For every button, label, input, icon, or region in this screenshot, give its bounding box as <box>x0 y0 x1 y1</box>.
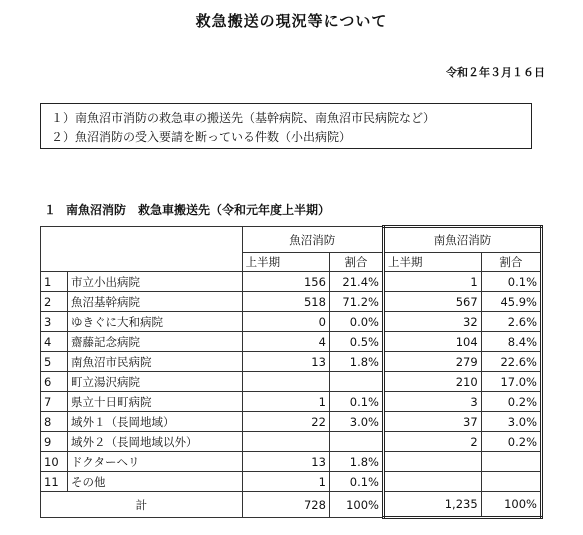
uonuma-count: 1 <box>242 472 329 492</box>
uonuma-count <box>242 372 329 392</box>
minamiuonuma-ratio: 0.2% <box>481 432 541 452</box>
uonuma-count: 1 <box>242 392 329 412</box>
uonuma-count: 0 <box>242 312 329 332</box>
minamiuonuma-count: 104 <box>383 332 481 352</box>
transport-table <box>40 225 543 519</box>
minamiuonuma-ratio: 2.6% <box>481 312 541 332</box>
minamiuonuma-ratio <box>481 472 541 492</box>
summary-item-1: １）南魚沼市消防の救急車の搬送先（基幹病院、南魚沼市民病院など） <box>51 111 436 125</box>
header-a-ratio: 割合 <box>329 253 383 272</box>
uonuma-count: 13 <box>242 352 329 372</box>
minamiuonuma-count <box>383 452 481 472</box>
minamiuonuma-count: 2 <box>383 432 481 452</box>
hospital-name: 町立湯沢病院 <box>68 372 243 392</box>
minamiuonuma-ratio: 45.9% <box>481 292 541 312</box>
minamiuonuma-ratio: 0.2% <box>481 392 541 412</box>
minamiuonuma-count: 210 <box>383 372 481 392</box>
row-number: 1 <box>41 272 68 292</box>
uonuma-count: 22 <box>242 412 329 432</box>
header-group-minamiuonuma: 南魚沼消防 <box>383 227 541 253</box>
minamiuonuma-count: 1 <box>383 272 481 292</box>
uonuma-count: 4 <box>242 332 329 352</box>
header-b-ratio: 割合 <box>481 253 541 272</box>
uonuma-count <box>242 432 329 452</box>
minamiuonuma-count <box>383 472 481 492</box>
minamiuonuma-ratio <box>481 452 541 472</box>
page-title: 救急搬送の現況等について <box>195 12 388 30</box>
table-row <box>41 272 542 292</box>
minamiuonuma-ratio: 17.0% <box>481 372 541 392</box>
uonuma-ratio <box>329 372 383 392</box>
header-b-first-half: 上半期 <box>383 253 481 272</box>
minamiuonuma-ratio: 8.4% <box>481 332 541 352</box>
header-group-uonuma: 魚沼消防 <box>242 227 383 253</box>
table-row <box>41 372 542 392</box>
header-a-first-half: 上半期 <box>242 253 329 272</box>
section-number: １ <box>44 203 57 217</box>
document-date: 令和２年３月１６日 <box>446 66 545 79</box>
section-heading <box>44 201 330 218</box>
uonuma-ratio: 0.1% <box>329 472 383 492</box>
row-number: 3 <box>41 312 68 332</box>
hospital-name: 魚沼基幹病院 <box>68 292 243 312</box>
table-row <box>41 392 542 412</box>
row-number: 6 <box>41 372 68 392</box>
minamiuonuma-ratio: 0.1% <box>481 272 541 292</box>
hospital-name: その他 <box>68 472 243 492</box>
uonuma-ratio: 21.4% <box>329 272 383 292</box>
total-uonuma-ratio: 100% <box>329 492 383 518</box>
uonuma-ratio: 3.0% <box>329 412 383 432</box>
section-title: 南魚沼消防 救急車搬送先（令和元年度上半期） <box>66 203 331 217</box>
table-row <box>41 452 542 472</box>
total-row <box>41 492 542 518</box>
row-number: 4 <box>41 332 68 352</box>
uonuma-ratio: 0.1% <box>329 392 383 412</box>
minamiuonuma-ratio: 3.0% <box>481 412 541 432</box>
uonuma-ratio <box>329 432 383 452</box>
minamiuonuma-count: 567 <box>383 292 481 312</box>
uonuma-ratio: 1.8% <box>329 452 383 472</box>
hospital-name: 齋藤記念病院 <box>68 332 243 352</box>
row-number: 8 <box>41 412 68 432</box>
summary-box <box>40 103 532 149</box>
table-row <box>41 412 542 432</box>
uonuma-ratio: 0.0% <box>329 312 383 332</box>
row-number: 9 <box>41 432 68 452</box>
hospital-name: 県立十日町病院 <box>68 392 243 412</box>
table-row <box>41 312 542 332</box>
hospital-name: 域外１（長岡地域） <box>68 412 243 432</box>
hospital-name: 市立小出病院 <box>68 272 243 292</box>
minamiuonuma-count: 3 <box>383 392 481 412</box>
total-minamiuonuma-count: 1,235 <box>383 492 481 518</box>
hospital-name: 域外２（長岡地域以外） <box>68 432 243 452</box>
minamiuonuma-count: 37 <box>383 412 481 432</box>
minamiuonuma-count: 279 <box>383 352 481 372</box>
uonuma-count: 13 <box>242 452 329 472</box>
total-label: 計 <box>41 492 243 518</box>
hospital-name: ドクターヘリ <box>68 452 243 472</box>
uonuma-ratio: 1.8% <box>329 352 383 372</box>
table-row <box>41 332 542 352</box>
table-row <box>41 472 542 492</box>
minamiuonuma-ratio: 22.6% <box>481 352 541 372</box>
table-row <box>41 352 542 372</box>
uonuma-ratio: 71.2% <box>329 292 383 312</box>
uonuma-ratio: 0.5% <box>329 332 383 352</box>
uonuma-count: 156 <box>242 272 329 292</box>
row-number: 2 <box>41 292 68 312</box>
table-row <box>41 292 542 312</box>
header-row-groups <box>41 227 542 253</box>
total-minamiuonuma-ratio: 100% <box>481 492 541 518</box>
row-number: 5 <box>41 352 68 372</box>
row-number: 7 <box>41 392 68 412</box>
header-blank <box>41 227 243 272</box>
uonuma-count: 518 <box>242 292 329 312</box>
total-uonuma-count: 728 <box>242 492 329 518</box>
row-number: 11 <box>41 472 68 492</box>
minamiuonuma-count: 32 <box>383 312 481 332</box>
table-row <box>41 432 542 452</box>
hospital-name: ゆきぐに大和病院 <box>68 312 243 332</box>
hospital-name: 南魚沼市民病院 <box>68 352 243 372</box>
summary-item-2: ２）魚沼消防の受入要請を断っている件数（小出病院） <box>51 130 352 144</box>
row-number: 10 <box>41 452 68 472</box>
